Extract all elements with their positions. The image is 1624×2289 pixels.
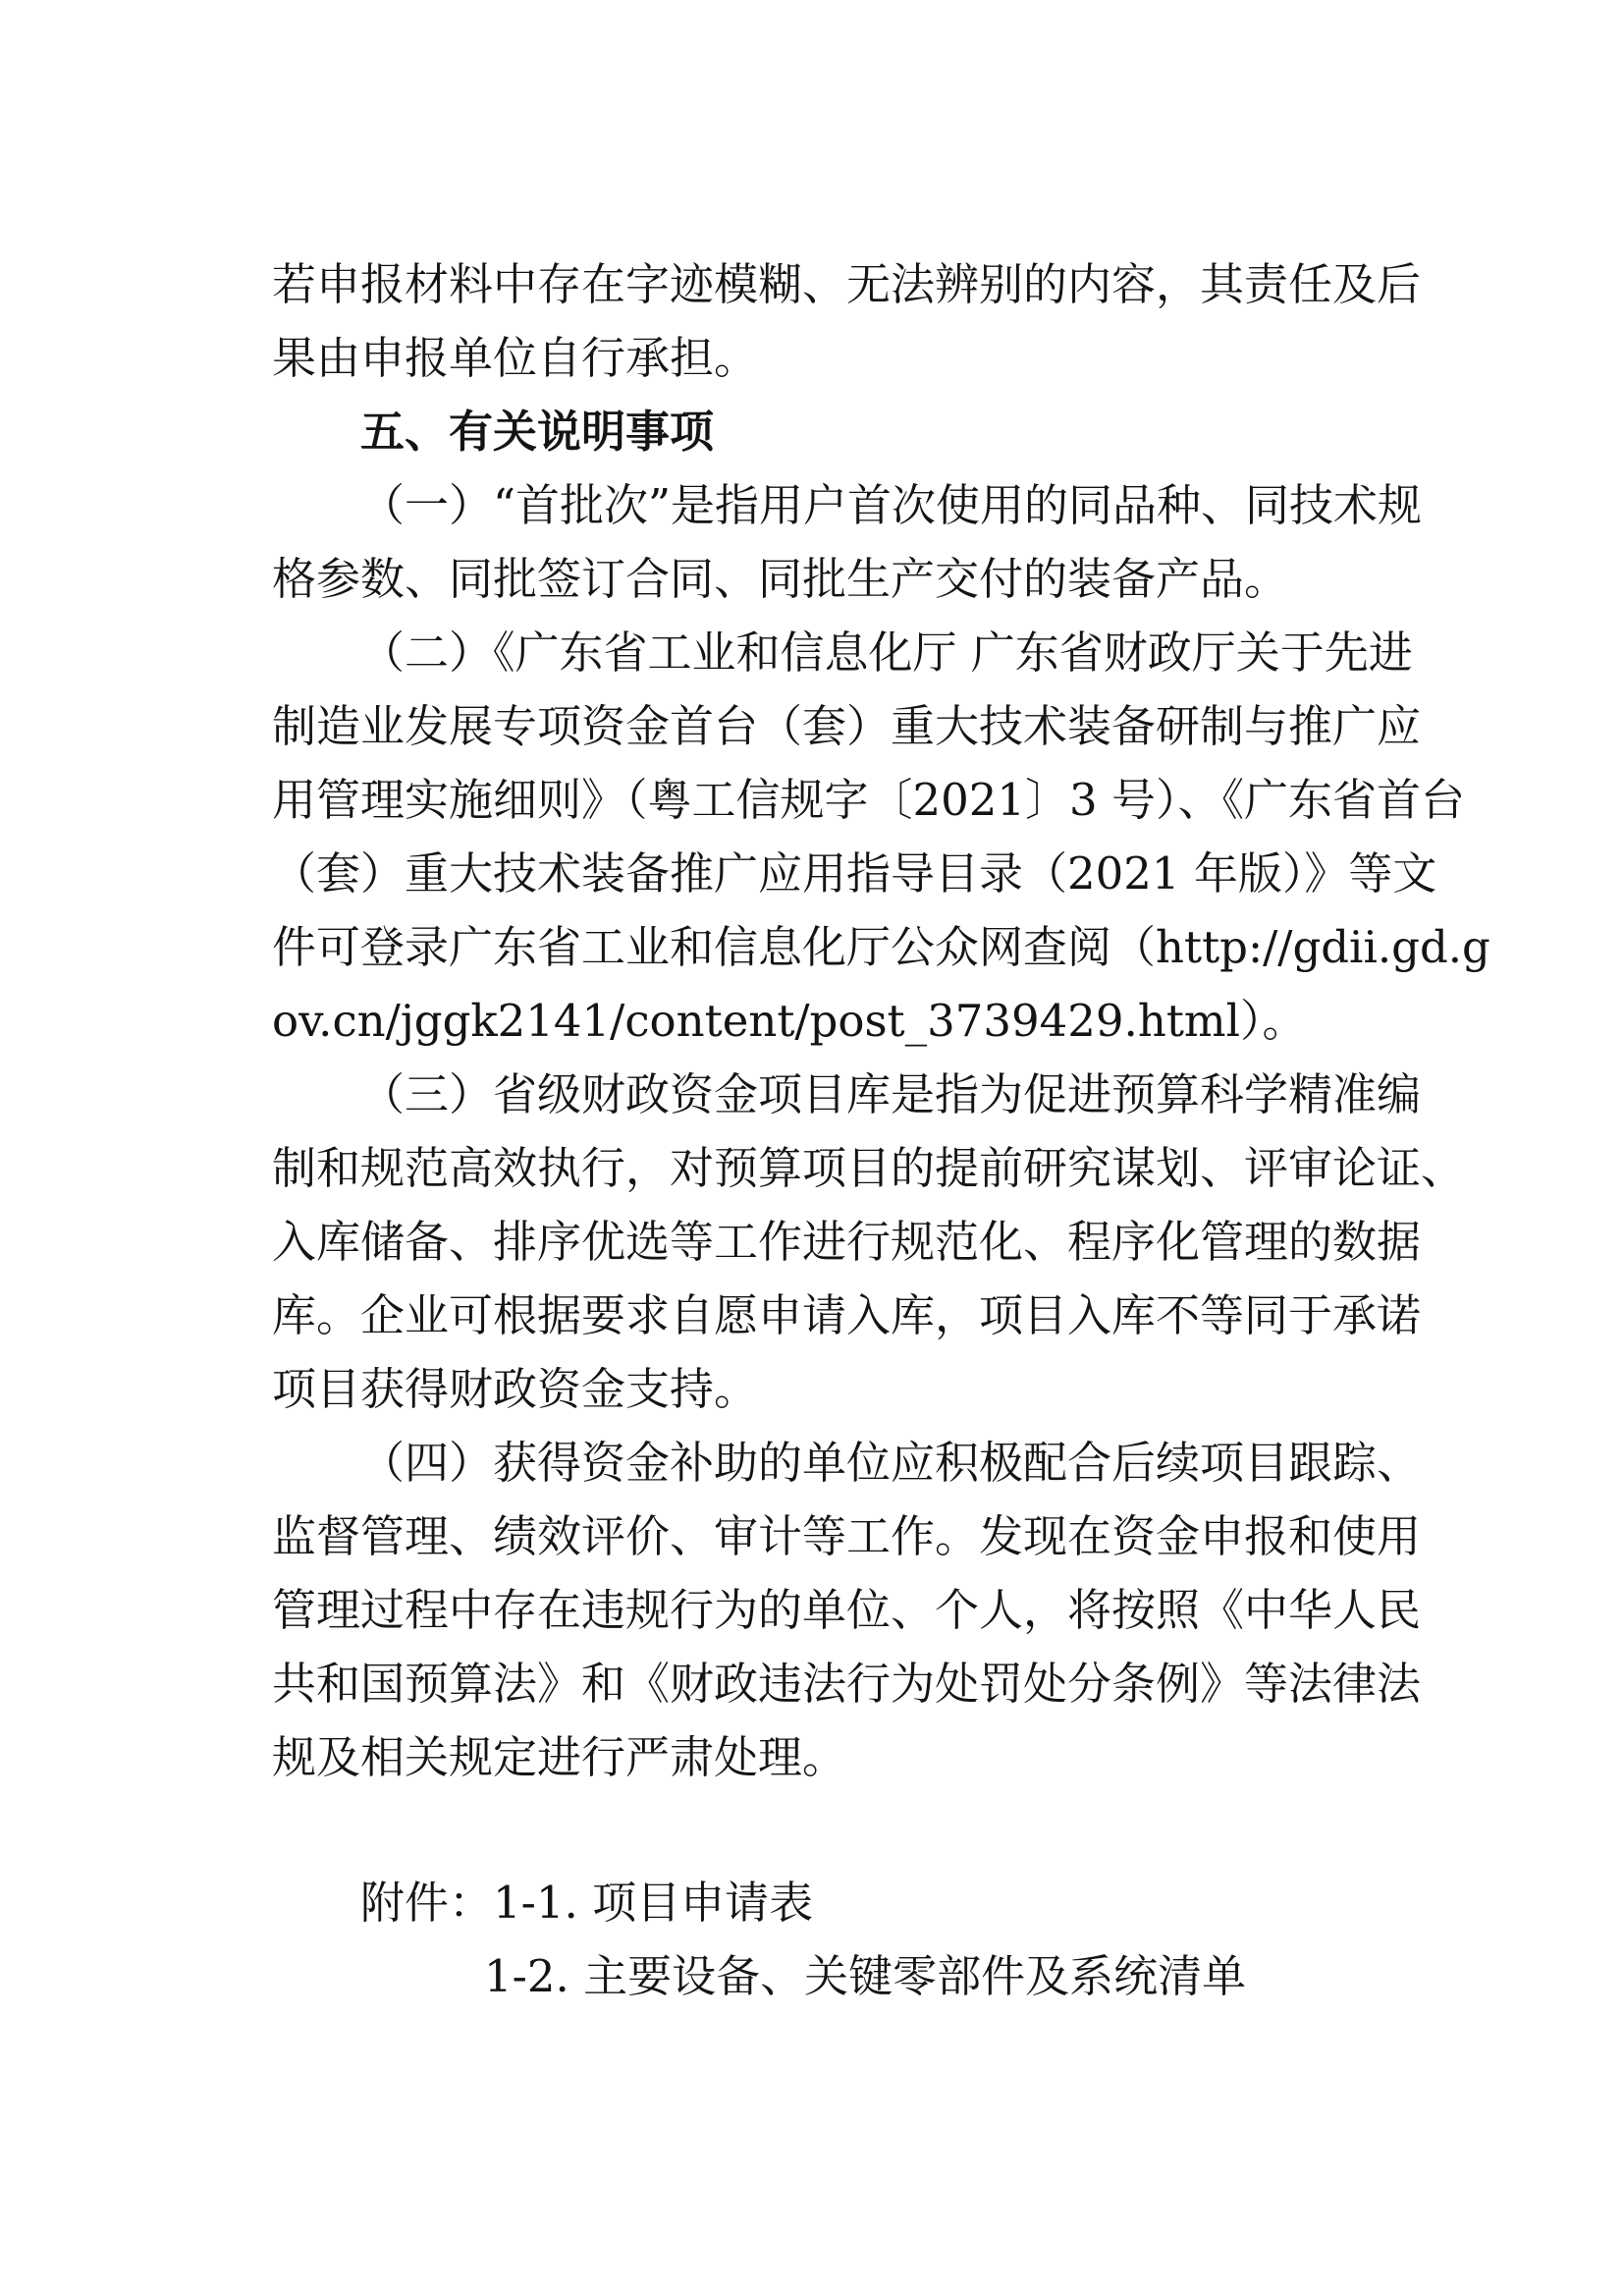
paragraph-line: （套）重大技术装备推广应用指导目录（2021 年版）》等文 xyxy=(272,847,1437,899)
paragraph-line: 制造业发展专项资金首台（套）重大技术装备研制与推广应 xyxy=(272,700,1422,752)
paragraph-line: 件可登录广东省工业和信息化厅公众网查阅（http://gdii.gd.g xyxy=(272,921,1490,973)
paragraph-line: （一）“首批次”是指用户首次使用的同品种、同技术规 xyxy=(360,479,1423,531)
attachment-item: 附件：1-1. 项目申请表 xyxy=(360,1877,814,1929)
paragraph-line: （四）获得资金补助的单位应积极配合后续项目跟踪、 xyxy=(360,1437,1422,1489)
paragraph-line: （三）省级财政资金项目库是指为促进预算科学精准编 xyxy=(360,1068,1422,1120)
paragraph-line: 制和规范高效执行，对预算项目的提前研究谋划、评审论证、 xyxy=(272,1142,1466,1194)
paragraph-line: （二）《广东省工业和信息化厅 广东省财政厅关于先进 xyxy=(360,627,1413,679)
paragraph-line: 格参数、同批签订合同、同批生产交付的装备产品。 xyxy=(272,553,1289,605)
paragraph-line: 项目获得财政资金支持。 xyxy=(272,1363,759,1415)
paragraph-line: 管理过程中存在违规行为的单位、个人，将按照《中华人民 xyxy=(272,1584,1422,1636)
paragraph-line: 用管理实施细则》（粤工信规字〔2021〕3 号）、《广东省首台 xyxy=(272,774,1465,826)
paragraph-line: 若申报材料中存在字迹模糊、无法辨别的内容，其责任及后 xyxy=(272,258,1422,310)
paragraph-line: ov.cn/jggk2141/content/post_3739429.html）。 xyxy=(272,995,1307,1047)
paragraph-line: 共和国预算法》和《财政违法行为处罚处分条例》等法律法 xyxy=(272,1658,1422,1710)
paragraph-line: 入库储备、排序优选等工作进行规范化、程序化管理的数据 xyxy=(272,1216,1422,1268)
section-heading: 五、有关说明事项 xyxy=(360,406,715,458)
paragraph-line: 库。企业可根据要求自愿申请入库，项目入库不等同于承诺 xyxy=(272,1289,1422,1341)
paragraph-line: 果由申报单位自行承担。 xyxy=(272,332,759,384)
attachment-item: 1-2. 主要设备、关键零部件及系统清单 xyxy=(484,1950,1247,2002)
paragraph-line: 规及相关规定进行严肃处理。 xyxy=(272,1731,847,1783)
paragraph-line: 监督管理、绩效评价、审计等工作。发现在资金申报和使用 xyxy=(272,1510,1422,1562)
